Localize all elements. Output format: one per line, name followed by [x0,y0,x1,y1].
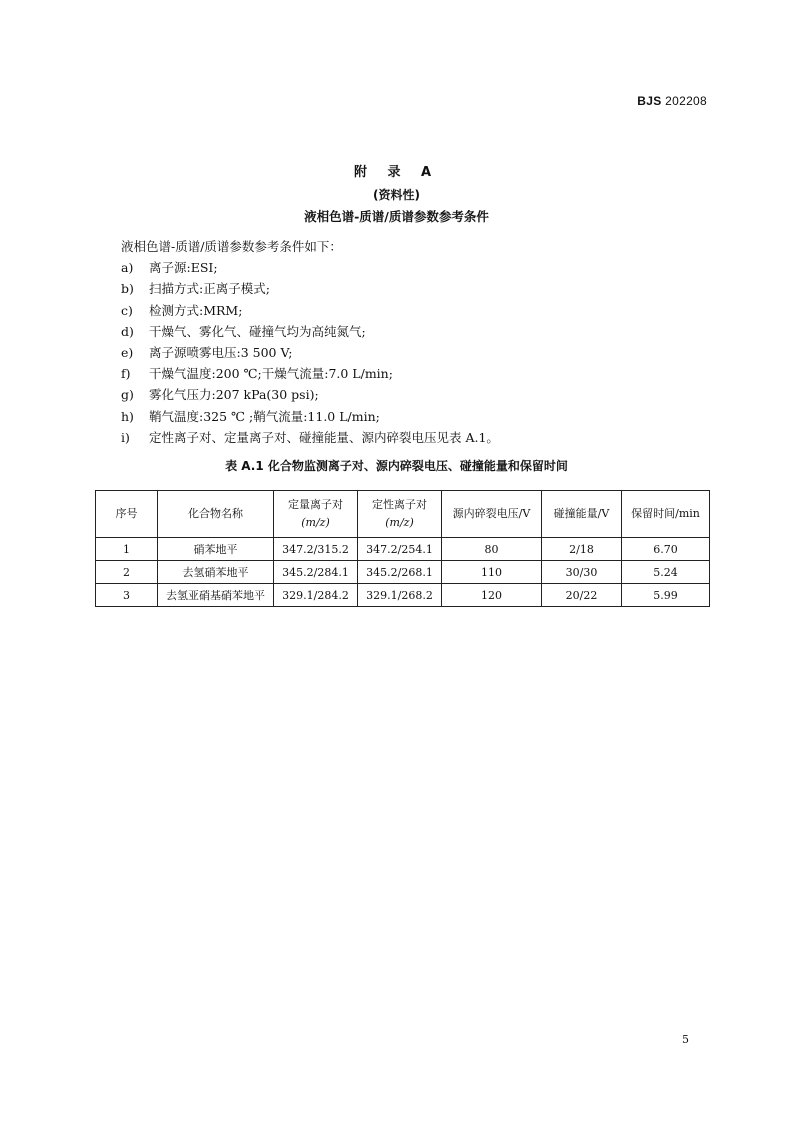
list-marker: e) [121,345,134,361]
cell-energy: 30/30 [542,561,622,584]
cell-name: 去氢亚硝基硝苯地平 [158,584,274,607]
intro-paragraph: 液相色谱-质谱/质谱参数参考条件如下： [121,239,342,254]
cell-voltage: 80 [442,538,542,561]
cell-quant: 329.1/284.2 [274,584,358,607]
header-qual-unit: (m/z) [385,516,414,529]
cell-time: 5.99 [622,584,710,607]
cell-quant: 345.2/284.1 [274,561,358,584]
header-voltage: 源内碎裂电压/V [442,491,542,538]
header-energy: 碰撞能量/V [542,491,622,538]
table-header-row [96,491,710,538]
list-item [121,406,701,427]
list-marker: b) [121,281,134,297]
document-code [637,94,707,108]
list-text: 干燥气温度:200 ℃;干燥气流量:7.0 L/min; [149,366,393,382]
list-text: 鞘气温度:325 ℃ ;鞘气流量:11.0 L/min; [149,408,380,424]
header-qual-label: 定性离子对 [372,498,427,511]
annex-heading [0,162,793,228]
document-code-number: 202208 [665,94,707,108]
table-row [96,538,710,561]
cell-time: 5.24 [622,561,710,584]
list-marker: f) [121,366,131,382]
header-quant [274,491,358,538]
list-text: 检测方式:MRM; [149,302,243,318]
table-caption: 表 A.1 化合物监测离子对、源内碎裂电压、碰撞能量和保留时间 [225,459,568,473]
list-item [121,384,701,405]
annex-type: (资料性) [373,188,420,202]
list-text: 离子源:ESI; [149,260,218,276]
table-row [96,561,710,584]
header-time: 保留时间/min [622,491,710,538]
list-item [121,300,701,321]
list-marker: d) [121,323,134,339]
cell-voltage: 110 [442,561,542,584]
document-code-prefix: BJS [637,94,662,108]
list-item [121,427,701,448]
cell-name: 硝苯地平 [158,538,274,561]
cell-index: 3 [96,584,158,607]
cell-energy: 2/18 [542,538,622,561]
list-marker: a) [121,260,134,276]
compound-table [95,490,710,607]
cell-quant: 347.2/315.2 [274,538,358,561]
list-marker: i) [121,429,130,445]
cell-qual: 345.2/268.1 [358,561,442,584]
annex-name: 液相色谱-质谱/质谱参数参考条件 [304,209,489,224]
page-number: 5 [682,1033,689,1046]
cell-name: 去氢硝苯地平 [158,561,274,584]
condition-list [121,257,701,448]
list-marker: h) [121,408,134,424]
header-index: 序号 [96,491,158,538]
list-text: 干燥气、雾化气、碰撞气均为高纯氮气; [149,323,366,339]
cell-voltage: 120 [442,584,542,607]
header-qual [358,491,442,538]
table-row [96,584,710,607]
header-name: 化合物名称 [158,491,274,538]
list-item [121,278,701,299]
header-quant-label: 定量离子对 [288,498,343,511]
list-item [121,321,701,342]
cell-qual: 347.2/254.1 [358,538,442,561]
annex-title: 附 录 A [353,165,440,180]
list-item [121,257,701,278]
cell-qual: 329.1/268.2 [358,584,442,607]
header-quant-unit: (m/z) [301,516,330,529]
cell-energy: 20/22 [542,584,622,607]
cell-time: 6.70 [622,538,710,561]
list-marker: g) [121,387,134,403]
list-text: 雾化气压力:207 kPa(30 psi); [149,387,319,403]
annex-body [121,236,701,448]
cell-index: 2 [96,561,158,584]
list-item [121,342,701,363]
list-item [121,363,701,384]
list-text: 扫描方式:正离子模式; [149,281,270,297]
list-text: 离子源喷雾电压:3 500 V; [149,345,293,361]
list-marker: c) [121,302,133,318]
list-text: 定性离子对、定量离子对、碰撞能量、源内碎裂电压见表 A.1。 [149,429,499,445]
cell-index: 1 [96,538,158,561]
